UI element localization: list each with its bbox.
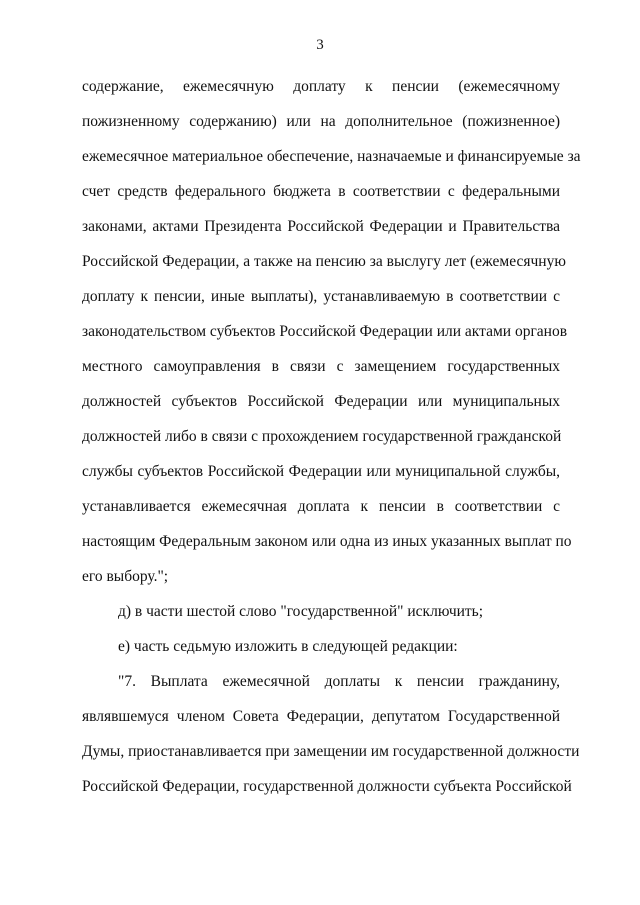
- text-line-21: Российской Федерации, государственной должности субъекта Российской: [82, 778, 572, 795]
- text-line-1: содержание, ежемесячную доплату к пенсии (ежемесячному: [82, 78, 560, 95]
- page-number: 3: [316, 37, 324, 53]
- text-line-7: доплату к пенсии, иные выплаты), устанавливаемую в соответствии с: [82, 288, 560, 305]
- text-line-6: Российской Федерации, а также на пенсию за выслугу лет (ежемесячную: [82, 253, 566, 270]
- text-line-13: устанавливается ежемесячная доплата к пенсии в соответствии с: [82, 498, 560, 515]
- text-line-11: должностей либо в связи с прохождением государственной гражданской: [82, 428, 562, 445]
- text-line-12: службы субъектов Российской Федерации или муниципальной службы,: [82, 463, 560, 480]
- text-line-15: его выбору.";: [82, 568, 169, 585]
- text-line-9: местного самоуправления в связи с замещением государственных: [82, 358, 560, 375]
- text-line-3: ежемесячное материальное обеспечение, назначаемые и финансируемые за: [82, 148, 581, 165]
- text-line-10: должностей субъектов Российской Федерации или муниципальных: [82, 393, 560, 410]
- paragraph-d: д) в части шестой слово "государственной" исключить;: [118, 603, 484, 620]
- paragraph-e: е) часть седьмую изложить в следующей редакции:: [118, 638, 458, 655]
- text-line-2: пожизненному содержанию) или на дополнительное (пожизненное): [82, 113, 560, 130]
- text-line-14: настоящим Федеральным законом или одна из иных указанных выплат по: [82, 533, 572, 550]
- text-line-18: "7. Выплата ежемесячной доплаты к пенсии гражданину,: [118, 673, 560, 690]
- text-line-8: законодательством субъектов Российской Федерации или актами органов: [82, 323, 568, 340]
- text-line-5: законами, актами Президента Российской Федерации и Правительства: [82, 218, 560, 235]
- text-line-4: счет средств федерального бюджета в соответствии с федеральными: [82, 183, 560, 200]
- text-line-19: являвшемуся членом Совета Федерации, депутатом Государственной: [82, 708, 560, 725]
- text-line-20: Думы, приостанавливается при замещении им государственной должности: [82, 743, 580, 760]
